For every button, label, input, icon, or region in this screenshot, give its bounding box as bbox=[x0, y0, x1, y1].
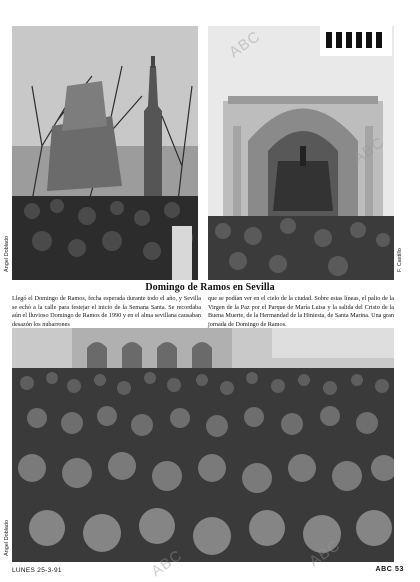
abc-watermark: ABC bbox=[226, 27, 264, 62]
footer-page-number: ABC 53 bbox=[375, 566, 404, 573]
body-text-2: que se podían ver en el cielo de la ciudad. Sobre estas líneas, el palio de la Virgen de la Paz por el Parque de María Luisa y la salida del Cristo de la Buena Muerte, de la Hermandad de la Hiniesta, de Santa Marina. Una gran jornada de Domingo de Ramos. bbox=[208, 295, 394, 328]
abc-watermark: ABC bbox=[350, 133, 388, 168]
photo-credit-1: Ángel Doblado bbox=[4, 235, 10, 272]
abc-watermark: ABC bbox=[306, 536, 344, 571]
body-column-1 bbox=[12, 295, 201, 329]
body-column-2 bbox=[208, 295, 394, 329]
footer-date: LUNES 25-3-91 bbox=[12, 567, 62, 574]
photo-credit-2: F. Castillo bbox=[397, 248, 403, 272]
photo-credit-3: Ángel Doblado bbox=[4, 519, 10, 556]
photo-crowd bbox=[12, 328, 394, 562]
photo-church-facade bbox=[208, 26, 394, 280]
body-text-1: Llegó el Domingo de Ramos, fecha esperada durante todo el año, y Sevilla se echó a la calle para festejar el inicio de la Semana Santa. Se recordaba aún el lluvioso Domingo de Ramos de 1990 y en el alma sevillana causaban desazón los nubarrones bbox=[12, 295, 201, 328]
abc-watermark: ABC bbox=[148, 546, 186, 581]
photo-procession-giralda bbox=[12, 26, 198, 280]
article-headline: Domingo de Ramos en Sevilla bbox=[145, 282, 275, 293]
